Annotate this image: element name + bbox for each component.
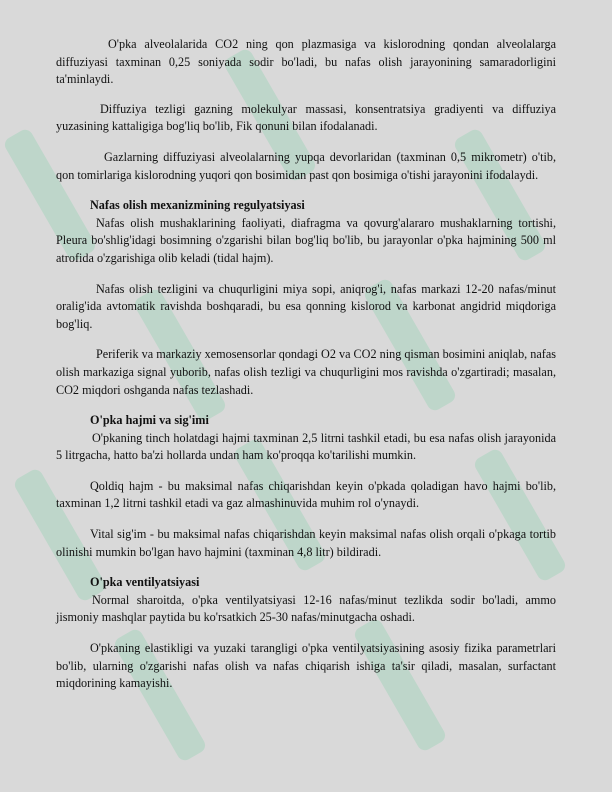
paragraph: Gazlarning diffuziyasi alveolalarning yupqa devorlaridan (taxminan 0,5 mikrometr) o'tib, qon tomirlariga kislorodning yuqori qon bosimidan past qon bosimiga o'tishi jarayonini ifodalaydi. — [56, 149, 556, 182]
section-heading: O'pka hajmi va sig'imi — [90, 413, 209, 428]
paragraph: Nafas olish mushaklarining faoliyati, diafragma va qovurg'alararo mushaklarning tortishi, Pleura bo'shlig'idagi bosimning o'zgarishi bilan bog'liq bo'lib, bu jarayonlar o'pka hajmining 500 ml atrofida o'zgarishiga olib keladi (tidal hajm). — [56, 215, 556, 265]
paragraph: Vital sig'im - bu maksimal nafas chiqarishdan keyin maksimal nafas olish orqali o'pkaga tortib olinishi mumkin bo'lgan havo hajmini (taxminan 4,8 litr) bildiradi. — [56, 527, 556, 559]
paragraph: O'pkaning elastikligi va yuzaki tarangligi o'pka ventilyatsiyasining asosiy fizika parametrlari bo'lib, ularning o'zgarishi nafas olish va nafas chiqarish ishiga ta'sir qiladi, masalan, surfactant miqdorining kamayishi. — [56, 641, 556, 691]
document-body — [56, 36, 556, 706]
paragraph: O'pka alveolalarida CO2 ning qon plazmasiga va kislorodning qondan alveolalarga diffuziyasi taxminan 0,25 soniyada sodir bo'ladi, bu nafas olish jarayonining samaradorligini ta'minlaydi. — [56, 37, 556, 87]
section-heading: O'pka ventilyatsiyasi — [90, 575, 200, 590]
paragraph: Qoldiq hajm - bu maksimal nafas chiqarishdan keyin o'pkada qoladigan havo hajmi bo'lib, taxminan 1,2 litrni tashkil etadi va gaz almashinuvida muhim rol o'ynaydi. — [56, 478, 556, 511]
paragraph: Diffuziya tezligi gazning molekulyar massasi, konsentratsiya gradiyenti va diffuziya yuzasining kattaligiga bog'liq bo'lib, Fik qonuni bilan ifodalanadi. — [56, 101, 556, 134]
paragraph: Nafas olish tezligini va chuqurligini miya sopi, aniqrog'i, nafas markazi 12-20 nafas/minut oralig'ida avtomatik ravishda boshqaradi, bu esa qonning kislorod va karbonat angidrid miqdoriga bog'liq. — [56, 281, 556, 331]
paragraph: O'pkaning tinch holatdagi hajmi taxminan 2,5 litrni tashkil etadi, bu esa nafas olish jarayonida 5 litrgacha, hatto ba'zi hollarda undan ham ko'proqqa ko'tarilishi mumkin. — [56, 430, 556, 463]
paragraph: Periferik va markaziy xemosensorlar qondagi O2 va CO2 ning qisman bosimini aniqlab, nafas olish markaziga signal yuborib, nafas olish tezligi va chuqurligini mos ravishda o'zgartiradi; masalan, CO2 miqdori oshganda nafas tezlashadi. — [56, 347, 556, 397]
paragraph: Normal sharoitda, o'pka ventilyatsiyasi 12-16 nafas/minut tezlikda sodir bo'ladi, ammo jismoniy mashqlar paytida bu ko'rsatkich 25-30 nafas/minutgacha oshadi. — [56, 592, 556, 625]
section-heading: Nafas olish mexanizmining regulyatsiyasi — [90, 198, 305, 213]
